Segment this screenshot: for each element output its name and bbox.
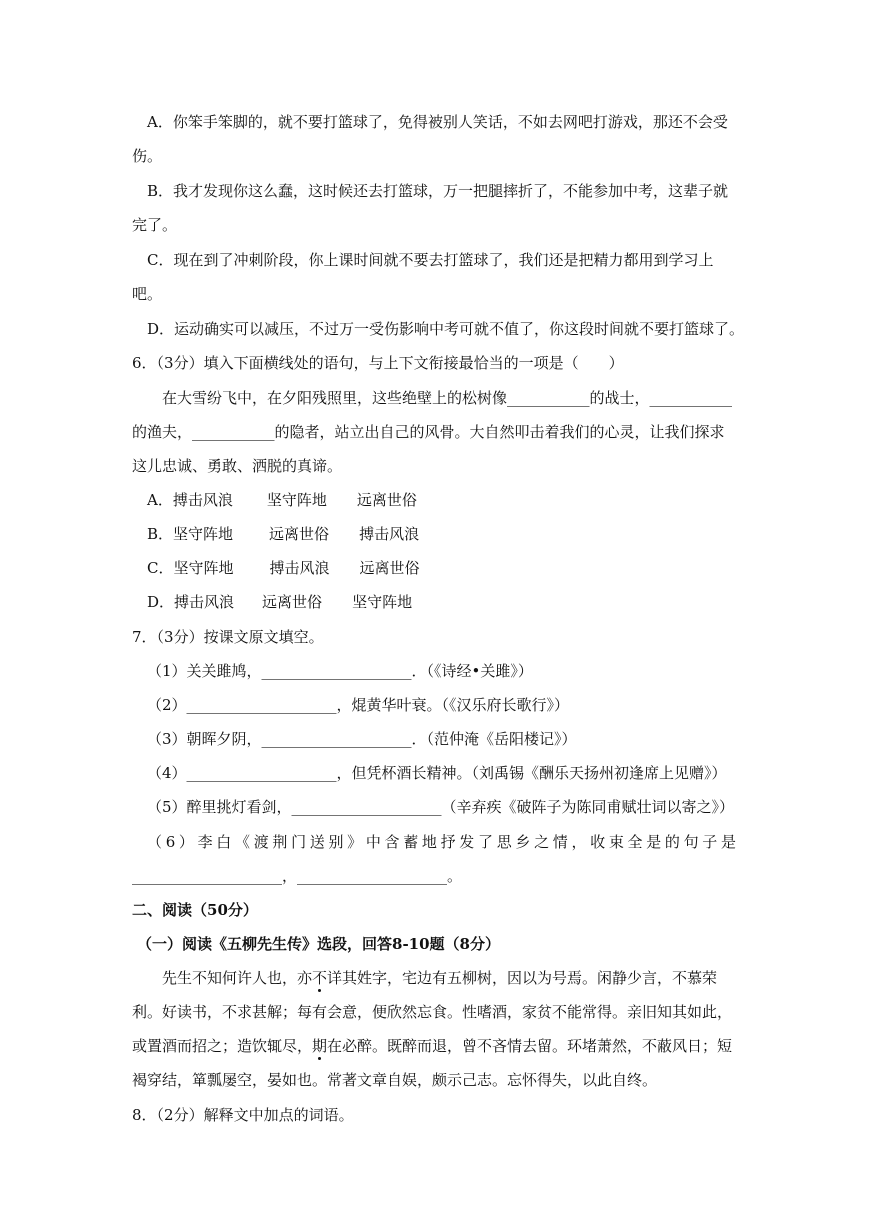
q6-stem: 6．（3分）填入下面横线处的语句，与上下文衔接最恰当的一项是（ ） [132,354,624,372]
option-label: C． [147,559,174,577]
q6-passage-line2: 的渔夫，___________的隐者，站立出自己的风骨。大自然叩击着我们的心灵，让我们探求 [132,423,725,441]
option-word-1: 坚守阵地 [173,559,234,577]
q5-option-a-line1: A．你笨手笨脚的，就不要打篮球了，免得被别人笑话，不如去网吧打游戏，那还不会受 [147,113,728,131]
q5-option-c-line1: C．现在到了冲刺阶段，你上课时间就不要去打篮球了，我们还是把精力都用到学习上 [147,251,714,269]
option-word-1: 搏击风浪 [172,491,233,509]
passage-text: 或置酒而招之；造饮辄尽， [132,1037,313,1055]
q7-item-6-line1: （6）李白《渡荆门送别》中含蓄地抒发了思乡之情，收束全是的句子是 [147,833,736,851]
q6-option-d [147,592,412,612]
option-word-3: 远离世俗 [356,491,417,509]
q8-stem: 8．（2分）解释文中加点的词语。 [132,1106,354,1124]
q5-option-b-line2: 完了。 [132,216,178,234]
q6-passage-line3: 这儿忠诚、勇敢、洒脱的真谛。 [132,457,343,475]
q5-option-c-line2: 吧。 [132,285,163,303]
q6-option-c [147,558,420,578]
section-sub-heading: （一）阅读《五柳先生传》选段，回答8-10题（8分） [137,935,500,953]
option-word-2: 远离世俗 [262,593,323,611]
option-word-2: 远离世俗 [269,525,330,543]
q7-item-5: （5）醉里挑灯看剑，____________________（辛弃疾《破阵子为陈同甫赋壮词以寄之》） [147,798,735,816]
q7-stem: 7．（3分）按课文原文填空。 [132,628,324,646]
passage-line3 [132,1036,732,1056]
q5-option-d: D．运动确实可以减压，不过万一受伤影响中考可就不值了，你这段时间就不要打篮球了。 [147,320,745,338]
option-label: D． [147,593,175,611]
q7-item-4: （4）____________________，但凭杯酒长精神。（刘禹锡《酬乐天扬州初逢席上见赠》） [147,764,727,782]
option-word-3: 坚守阵地 [352,593,413,611]
q7-item-2: （2）____________________，焜黄华叶衰。（《汉乐府长歌行》） [147,696,570,714]
passage-line4: 褐穿结，箪瓢屡空，晏如也。常著文章自娱，颇示己志。忘怀得失，以此自终。 [132,1071,658,1089]
dotted-word: 期 [312,1037,328,1055]
q6-passage-line1: 在大雪纷飞中，在夕阳残照里，这些绝壁上的松树像___________的战士，___________ [162,389,733,407]
option-word-2: 搏击风浪 [269,559,330,577]
q6-option-b [147,524,419,544]
passage-text: 先生不知何许人也，亦 [162,969,313,987]
passage-line2: 利。好读书，不求甚解；每有会意，便欣然忘食。性嗜酒，家贫不能常得。亲旧知其如此， [132,1003,733,1021]
option-word-3: 搏击风浪 [359,525,420,543]
q7-item-6-line2: ____________________，____________________。 [132,867,463,885]
option-label: A． [147,491,173,509]
q5-option-a-line2: 伤。 [132,147,163,165]
option-word-2: 坚守阵地 [266,491,327,509]
q7-item-1: （1）关关雎鸠，____________________．（《诗经•关雎》） [147,662,533,680]
dotted-word: 不 [312,969,328,987]
q5-option-b-line1: B．我才发现你这么蠢，这时候还去打篮球，万一把腿摔折了，不能参加中考，这辈子就 [147,182,729,200]
q7-item-3: （3）朝晖夕阴，____________________．（范仲淹《岳阳楼记》） [147,730,577,748]
option-word-3: 远离世俗 [359,559,420,577]
option-word-1: 坚守阵地 [173,525,234,543]
passage-text: 详其姓字，宅边有五柳树，因以为号焉。闲静少言，不慕荣 [327,969,718,987]
section-heading: 二、阅读（50分） [132,901,258,919]
q6-option-a [147,490,417,510]
option-word-1: 搏击风浪 [174,593,235,611]
passage-line1 [162,968,717,988]
passage-text: 在必醉。既醉而退，曾不吝情去留。环堵萧然，不蔽风日；短 [327,1037,733,1055]
option-label: B． [147,525,174,543]
